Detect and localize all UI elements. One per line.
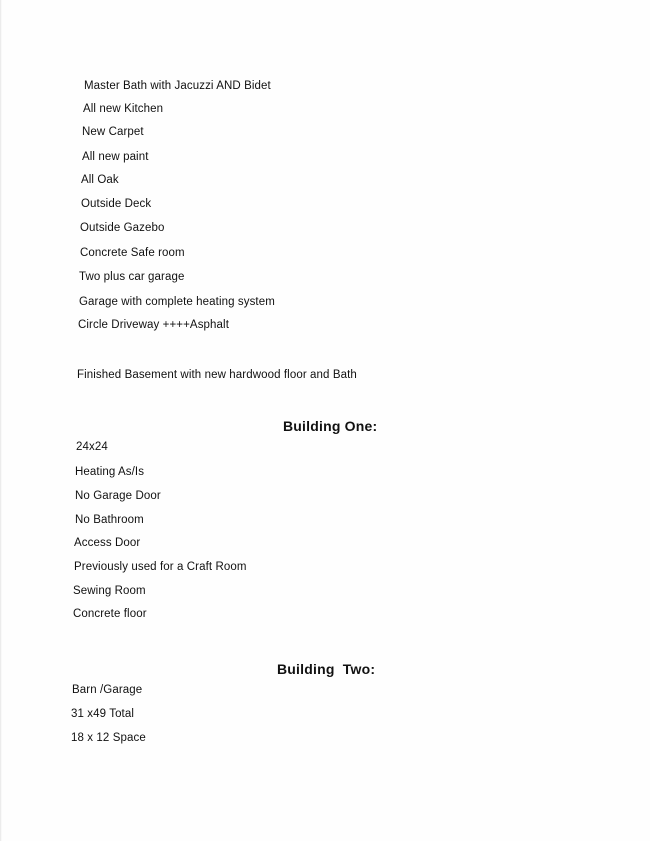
building-two-item: Barn /Garage <box>72 684 143 696</box>
building-one-item: No Garage Door <box>75 490 161 502</box>
scan-edge <box>0 0 2 841</box>
feature-item: All Oak <box>81 174 119 186</box>
building-two-item: 31 x49 Total <box>71 708 135 720</box>
building-one-item: No Bathroom <box>75 514 144 526</box>
feature-item: Master Bath with Jacuzzi AND Bidet <box>84 80 271 92</box>
feature-item: Outside Deck <box>81 198 152 210</box>
feature-item: Circle Driveway ++++Asphalt <box>78 319 229 331</box>
building-two-item: 18 x 12 Space <box>71 732 146 744</box>
building-one-item: Concrete floor <box>73 608 147 620</box>
building-one-heading: Building One: <box>283 418 378 434</box>
building-one-item: Sewing Room <box>73 585 146 597</box>
feature-item: Outside Gazebo <box>80 222 165 234</box>
building-one-item: Access Door <box>74 537 141 549</box>
feature-item: Concrete Safe room <box>80 247 185 259</box>
building-one-item: Heating As/Is <box>75 466 145 478</box>
building-two-heading: Building Two: <box>277 661 376 677</box>
basement-note: Finished Basement with new hardwood floor and Bath <box>77 369 357 381</box>
building-one-item: 24x24 <box>76 441 108 453</box>
building-one-item: Previously used for a Craft Room <box>74 561 247 573</box>
feature-item: New Carpet <box>82 126 144 138</box>
feature-item: All new Kitchen <box>83 103 164 115</box>
feature-item: Garage with complete heating system <box>79 296 275 308</box>
feature-item: All new paint <box>82 151 149 163</box>
feature-item: Two plus car garage <box>79 271 185 283</box>
